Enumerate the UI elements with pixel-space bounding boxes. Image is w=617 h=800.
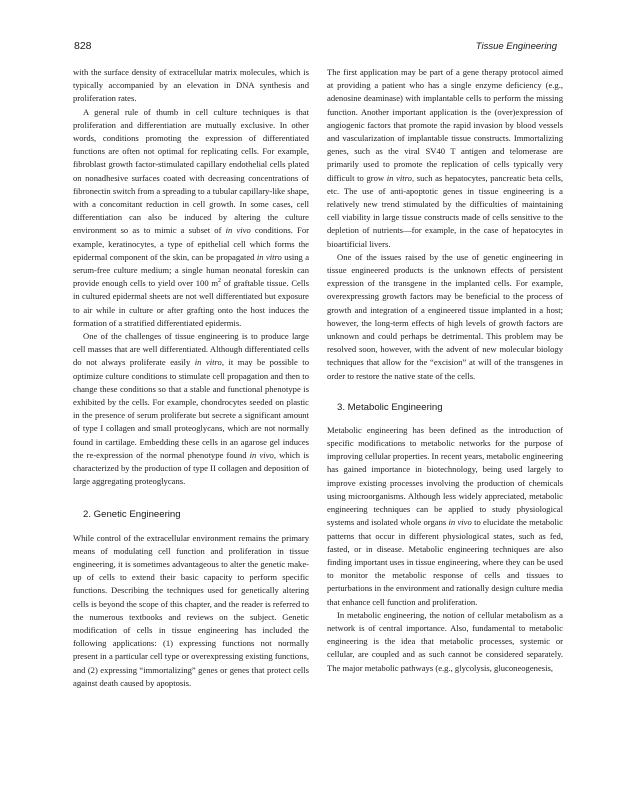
paragraph: In metabolic engineering, the notion of cellular metabolism as a network is of central importance. Also, fundamental to metabolic engineering is the idea that metabolic processes, systemic or cellular, are coupled and as such cannot be considered separately. The major metabolic pathways (e.g., glycolysis, gluconeogenesis, bbox=[327, 609, 563, 673]
right-column bbox=[327, 66, 563, 675]
paragraph: While control of the extracellular environment remains the primary means of modulating cell function and proliferation in tissue engineering, it is sometimes advantageous to alter the genetic make-up of cells to extend their basic capacity to perform specific functions. Describing the techniques used for genetically altering cells is beyond the scope of this chapter, and the reader is referred to the numerous textbooks and reviews on the subject. Genetic modification of cells in tissue engineering has included the following applications: (1) expressing functions not normally present in a particular cell type or overexpressing existing functions, and (2) expressing “immortalizing” genes or genes that protect cells against death caused by apoptosis. bbox=[73, 532, 309, 688]
section-heading: 2. Genetic Engineering bbox=[83, 508, 181, 520]
paragraph: Metabolic engineering has been defined as the introduction of specific modifications to metabolic networks for the purpose of improving cellular properties. In recent years, metabolic engineering has gained importance in biotechnology, being used largely to improve existing processes involving the production of chemicals using microorganisms. Although less widely appreciated, metabolic engineering techniques can be applied to study physiological systems and isolated whole organs in vivo to elucidate the metabolic patterns that occur in different physiological states, such as fed, fasted, or in disease. Metabolic engineering techniques are also finding important uses in tissue engineering, where they can be used to monitor the metabolic response of cells and tissues to perturbations in the environment and rationally design culture media that enhance cell function and proliferation. bbox=[327, 424, 563, 607]
page-number: 828 bbox=[74, 40, 92, 52]
running-title: Tissue Engineering bbox=[475, 41, 557, 52]
paragraph: One of the challenges of tissue engineering is to produce large cell masses that are well differentiated. Although differentiated cells do not always proliferate easily in vitro, it may be possible to optimize culture conditions to stimulate cell propagation and then to change these conditions so that a stable and functional phenotype is exhibited by the cells. For example, chondrocytes seeded on plastic in the presence of serum proliferate but secrete a significant amount of type I collagen and small proteoglycans, which are not normally found in cartilage. Embedding these cells in an agarose gel induces the re-expression of the normal phenotype found in vivo, which is characterized by the production of type II collagen and deposition of large aggregating proteoglycans. bbox=[73, 331, 309, 487]
paragraph: A general rule of thumb in cell culture techniques is that proliferation and differentiation are mutually exclusive. In other words, conditions promoting the expression of differentiated functions are often not optimal for replicating cells. For example, fibroblast growth factor-stimulated capillary endothelial cells plated on nonadhesive surfaces coated with decreasing concentrations of fibronectin switch from a spreading to a tubular capillary-like shape, with a concomitant reduction in cell growth. In some cases, cell differentiation can also be induced by altering the culture environment so as to mimic a subset of in vivo conditions. For example, keratinocytes, a type of epithelial cell which forms the epidermal component of the skin, can be propagated in vitro using a serum-free culture medium; a single human neonatal foreskin can provide enough cells to yield over 100 $m^2$ of graftable tissue. Cells in cultured epidermal sheets are not well differentiated but exposure to air while in culture or after grafting onto the host induces the formation of a stratified differentiated epidermis. bbox=[73, 106, 310, 328]
section-heading: 3. Metabolic Engineering bbox=[337, 401, 443, 413]
left-column bbox=[73, 66, 309, 690]
paragraph: The first application may be part of a gene therapy protocol aimed at providing a patient who has a single enzyme deficiency (e.g., adenosine deaminase) with implantable cells to perform the missing function. Another important application is the (over)expression of angiogenic factors that promote the rapid invasion by blood vessels and vascularization of implantable tissue constructs. Immortalizing genes, such as the viral SV40 T antigen and telomerase are primarily used to promote the replication of cells typically very difficult to grow in vitro, such as hepatocytes, pancreatic beta cells, etc. The use of anti-apoptotic genes in tissue engineering is a relatively new trend stimulated by the difficulties of maintaining cell viability in large tissue constructs made of cells sensitive to the depletion of nutrients—for example, in the case of hepatocytes in bioartificial livers. bbox=[327, 67, 563, 249]
paragraph: with the surface density of extracellular matrix molecules, which is typically accompanied by an elevation in DNA synthesis and proliferation rates. bbox=[73, 67, 309, 104]
paragraph: One of the issues raised by the use of genetic engineering in tissue engineered products is the unknown effects of persistent expression of the transgene in the implanted cells. For example, overexpressing growth factors may be beneficial to the process of growth and integration of a engineered tissue implanted in a host; however, the long-term effects of high levels of growth factors are unknown and could perhaps be detrimental. This problem may be resolved soon, however, with the advent of new molecular biology techniques that allow for the “excision” at will of the transgenes in order to restore the native state of the cells. bbox=[327, 251, 563, 381]
